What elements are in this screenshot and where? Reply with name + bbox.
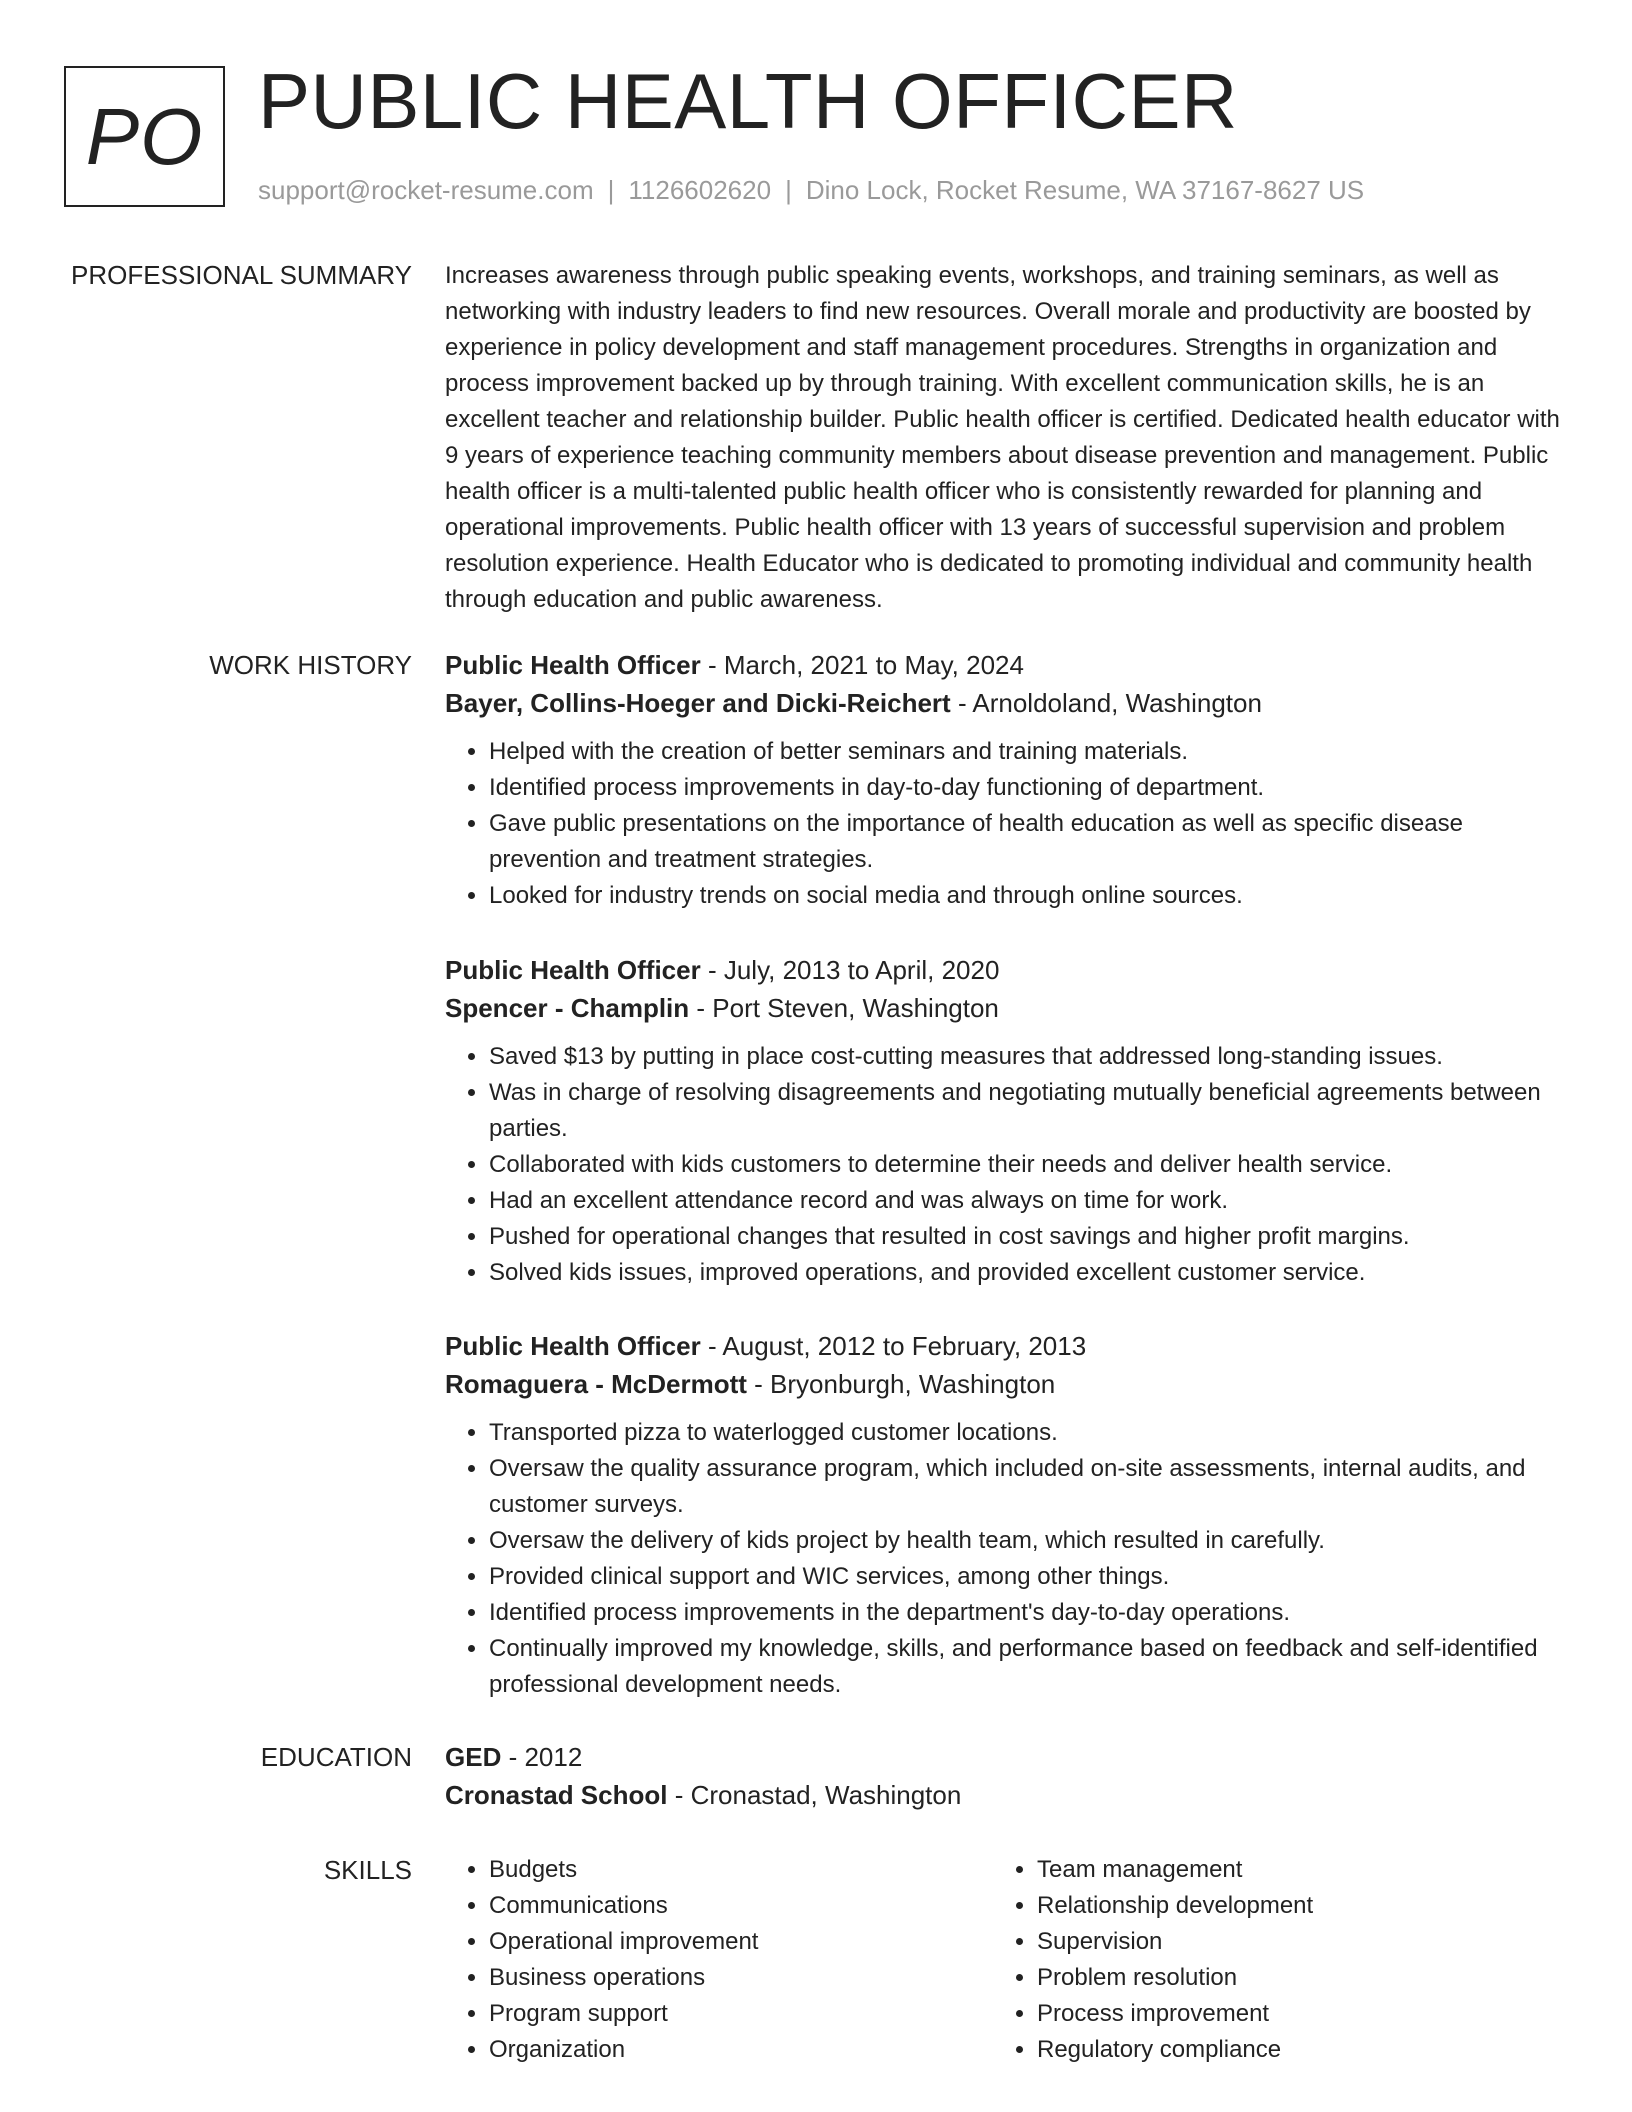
job-company: Bayer, Collins-Hoeger and Dicki-Reichert [445, 688, 951, 718]
skills-list [993, 1852, 1513, 2068]
job-bullet: • Looked for industry trends on social media and through online sources. [489, 878, 1563, 914]
job-bullet: • Continually improved my knowledge, skills, and performance based on feedback and self-identified professional development needs. [489, 1631, 1563, 1703]
job-bullet: • Was in charge of resolving disagreements and negotiating mutually beneficial agreements between parties. [489, 1075, 1563, 1147]
job-company-line [445, 989, 1563, 1027]
skill-item: • Regulatory compliance [1037, 2032, 1513, 2068]
contact-line [258, 173, 1364, 207]
skill-item: • Organization [489, 2032, 965, 2068]
job-bullet: • Saved $13 by putting in place cost-cutting measures that addressed long-standing issues. [489, 1039, 1563, 1075]
section-label-skills: SKILLS [323, 1855, 412, 1885]
contact-address: Dino Lock, Rocket Resume, WA 37167-8627 US [805, 175, 1365, 205]
job-entry [445, 951, 1563, 1291]
education-year: - 2012 [501, 1742, 583, 1772]
job-entry [445, 646, 1563, 914]
job-title: Public Health Officer [445, 650, 701, 680]
section-label-education: EDUCATION [260, 1742, 412, 1772]
education-location: - Cronastad, Washington [667, 1780, 962, 1810]
job-bullet: • Oversaw the quality assurance program, which included on-site assessments, internal audits, and customer surveys. [489, 1451, 1563, 1523]
contact-separator: | [785, 175, 792, 205]
skills-column-left [445, 1852, 965, 2068]
job-bullet: • Collaborated with kids customers to determine their needs and deliver health service. [489, 1147, 1563, 1183]
monogram-initials: PO [85, 91, 204, 181]
contact-separator: | [607, 175, 615, 205]
job-title-line [445, 1327, 1563, 1365]
section-label-summary: PROFESSIONAL SUMMARY [71, 260, 412, 290]
job-company-line [445, 684, 1563, 722]
job-bullet: • Helped with the creation of better seminars and training materials. [489, 734, 1563, 770]
job-title: Public Health Officer [445, 1331, 701, 1361]
job-company-line [445, 1365, 1563, 1403]
summary-text: Increases awareness through public speaking events, workshops, and training seminars, as well as networking with industry leaders to find new resources. Overall morale and productivity are boosted by experience in policy development and staff management procedures. Strengths in organization and process improvement backed up by through training. With excellent communication skills, he is an excellent teacher and relationship builder. Public health officer is certified. Dedicated health educator with 9 years of experience teaching community members about disease prevention and management. Public health officer is a multi-talented public health officer who is consistently rewarded for planning and operational improvements. Public health officer with 13 years of successful supervision and problem resolution experience. Health Educator who is dedicated to promoting individual and community health through education and public awareness. [445, 262, 1560, 613]
education-degree-line [445, 1738, 1563, 1776]
contact-email: support@rocket-resume.com [258, 175, 594, 205]
skill-item: • Operational improvement [489, 1924, 965, 1960]
skill-item: • Budgets [489, 1852, 965, 1888]
job-bullet: • Identified process improvements in the department's day-to-day operations. [489, 1595, 1563, 1631]
job-entry [445, 1327, 1563, 1703]
education-school-line [445, 1776, 1563, 1814]
job-company: Romaguera - McDermott [445, 1369, 747, 1399]
job-location: - Bryonburgh, Washington [746, 1369, 1056, 1399]
job-dates: - March, 2021 to May, 2024 [700, 650, 1024, 680]
job-bullet: • Provided clinical support and WIC services, among other things. [489, 1559, 1563, 1595]
job-bullet: • Oversaw the delivery of kids project by health team, which resulted in carefully. [489, 1523, 1563, 1559]
job-title: Public Health Officer [445, 955, 701, 985]
section-label-work-history: WORK HISTORY [209, 650, 412, 680]
job-location: - Arnoldoland, Washington [950, 688, 1262, 718]
education-degree: GED [445, 1742, 502, 1772]
job-bullets [445, 1415, 1563, 1703]
job-bullet: • Pushed for operational changes that resulted in cost savings and higher profit margins. [489, 1219, 1563, 1255]
skill-item: • Process improvement [1037, 1996, 1513, 2032]
job-bullet: • Gave public presentations on the importance of health education as well as specific disease prevention and treatment strategies. [489, 806, 1563, 878]
job-dates: - August, 2012 to February, 2013 [700, 1331, 1087, 1361]
education-school: Cronastad School [445, 1780, 668, 1810]
job-dates: - July, 2013 to April, 2020 [700, 955, 1000, 985]
skill-item: • Program support [489, 1996, 965, 2032]
resume-title: PUBLIC HEALTH OFFICER [258, 57, 1238, 145]
job-bullet: • Had an excellent attendance record and was always on time for work. [489, 1183, 1563, 1219]
job-location: - Port Steven, Washington [689, 993, 999, 1023]
job-bullet: • Transported pizza to waterlogged customer locations. [489, 1415, 1563, 1451]
skills-column-right [993, 1852, 1513, 2068]
job-company: Spencer - Champlin [445, 993, 690, 1023]
skill-item: • Communications [489, 1888, 965, 1924]
job-bullet: • Solved kids issues, improved operations, and provided excellent customer service. [489, 1255, 1563, 1291]
skill-item: • Problem resolution [1037, 1960, 1513, 1996]
job-bullets [445, 1039, 1563, 1291]
education-entry [445, 1738, 1563, 1814]
skills-list [445, 1852, 965, 2068]
job-bullet: • Identified process improvements in day-to-day functioning of department. [489, 770, 1563, 806]
monogram-box [64, 66, 225, 207]
skill-item: • Team management [1037, 1852, 1513, 1888]
job-bullets [445, 734, 1563, 914]
contact-phone: 1126602620 [628, 175, 772, 205]
skill-item: • Supervision [1037, 1924, 1513, 1960]
job-title-line [445, 646, 1563, 684]
skill-item: • Relationship development [1037, 1888, 1513, 1924]
skill-item: • Business operations [489, 1960, 965, 1996]
job-title-line [445, 951, 1563, 989]
